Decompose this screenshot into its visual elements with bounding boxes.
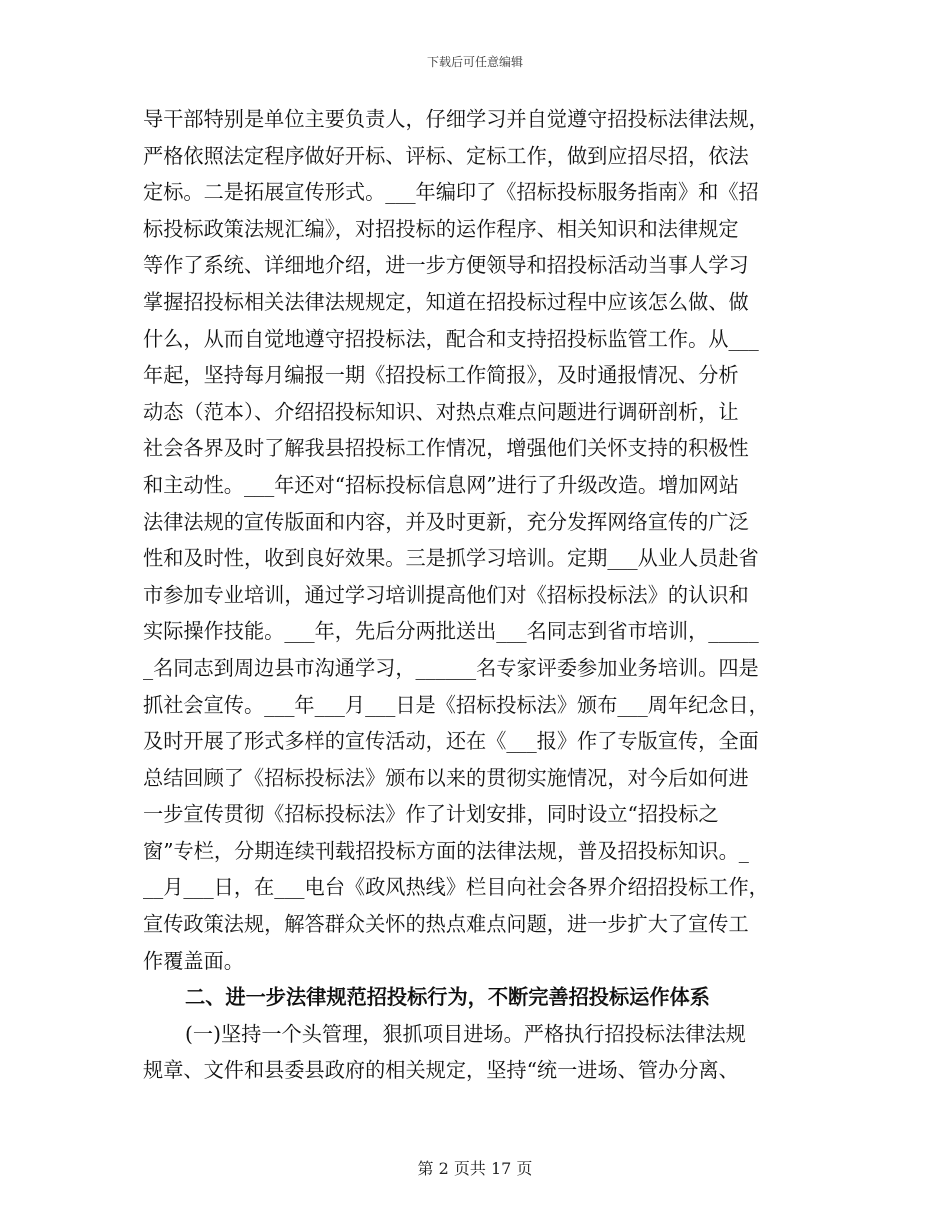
page-number: 第 2 页共 17 页 — [417, 1159, 533, 1178]
body-line: (一)坚持一个头管理，狠抓项目进场。严格执行招投标法律法规 — [185, 1021, 746, 1046]
body-line: 规章、文件和县委县政府的相关规定，坚持“统一进场、管办分离、 — [143, 1058, 739, 1083]
body-line: 抓社会宣传。___年___月___日是《招标投标法》颁布___周年纪念日， — [143, 692, 769, 717]
page-header: 下载后可任意编辑 — [426, 55, 523, 69]
body-line: 标投标政策法规汇编》，对招投标的运作程序、相关知识和法律规定 — [143, 216, 739, 241]
body-line: 市参加专业培训，通过学习培训提高他们对《招标投标法》的认识和 — [143, 582, 749, 607]
body-line: 一步宣传贯彻《招标投标法》作了计划安排，同时设立“招投标之 — [143, 802, 719, 827]
body-line: _名同志到周边县市沟通学习，______名专家评委参加业务培训。四是 — [143, 655, 759, 680]
body-line: 掌握招投标相关法律法规规定，知道在招投标过程中应该怎么做、做 — [143, 289, 749, 314]
body-line: 作覆盖面。 — [143, 948, 244, 973]
body-line: 窗”专栏，分期连续刊载招投标方面的法律法规，普及招投标知识。_ — [143, 838, 749, 863]
body-line: 社会各界及时了解我县招投标工作情况，增强他们关怀支持的积极性 — [143, 436, 749, 461]
document-body — [143, 101, 807, 1089]
body-line: 宣传政策法规，解答群众关怀的热点难点问题，进一步扩大了宣传工 — [143, 912, 749, 937]
body-line: __月___日，在___电台《政风热线》栏目向社会各界介绍招投标工作， — [143, 875, 769, 900]
body-line: 等作了系统、详细地介绍，进一步方便领导和招投标活动当事人学习 — [143, 253, 749, 278]
body-line: 动态（范本）、介绍招投标知识、对热点难点问题进行调研剖析，让 — [143, 399, 739, 424]
body-line: 什么，从而自觉地遵守招投标法，配合和支持招投标监管工作。从___ — [143, 326, 759, 351]
body-line: 严格依照法定程序做好开标、评标、定标工作，做到应招尽招，依法 — [143, 143, 749, 168]
section-heading: 二、进一步法律规范招投标行为，不断完善招投标运作体系 — [185, 985, 710, 1010]
body-line: 和主动性。___年还对“招标投标信息网”进行了升级改造。增加网站 — [143, 472, 739, 497]
body-line: 法律法规的宣传版面和内容，并及时更新，充分发挥网络宣传的广泛 — [143, 509, 749, 534]
body-line: 定标。二是拓展宣传形式。___年编印了《招标投标服务指南》和《招 — [143, 180, 759, 205]
body-line: 性和及时性，收到良好效果。三是抓学习培训。定期___从业人员赴省 — [143, 546, 759, 571]
body-line: 实际操作技能。___年，先后分两批送出___名同志到省市培训，_____ — [143, 619, 759, 644]
body-line: 导干部特别是单位主要负责人，仔细学习并自觉遵守招投标法律法规， — [143, 107, 769, 131]
body-line: 及时开展了形式多样的宣传活动，还在《___报》作了专版宣传，全面 — [143, 729, 759, 754]
body-line: 年起，坚持每月编报一期《招投标工作简报》，及时通报情况、分析 — [143, 363, 739, 388]
body-line: 总结回顾了《招标投标法》颁布以来的贯彻实施情况，对今后如何进 — [143, 765, 749, 790]
